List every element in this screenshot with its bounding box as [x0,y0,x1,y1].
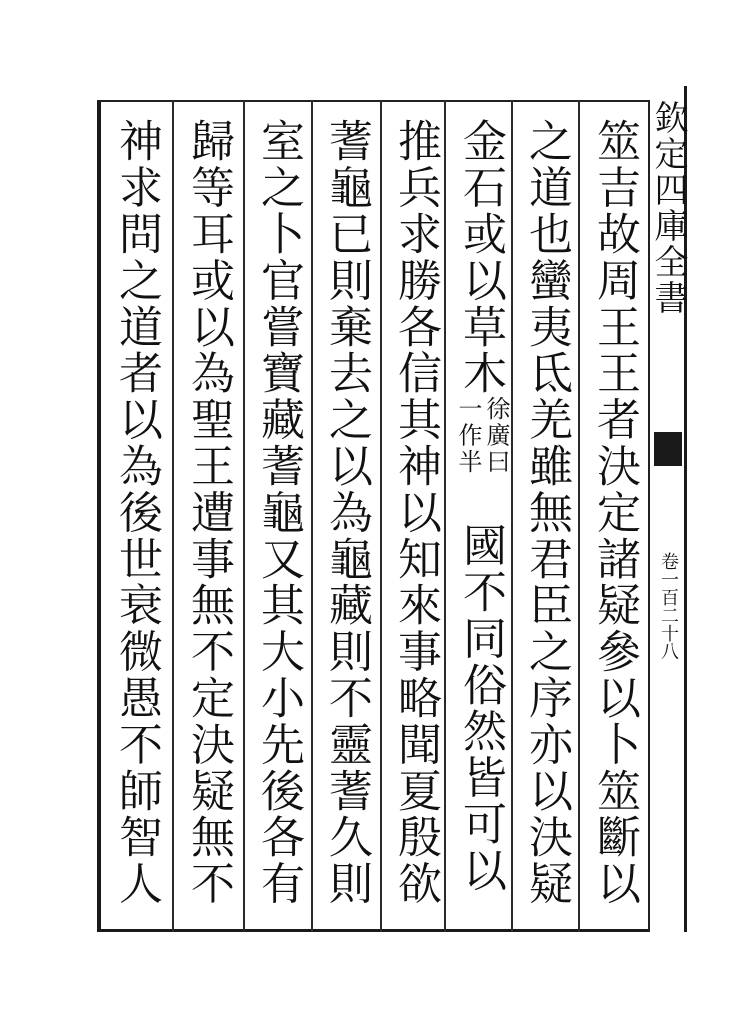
text-column-5: 蓍龜已則棄去之以為龜藏則不靈蓍久則 [321,118,372,907]
text-column-2: 之道也蠻夷氐羌雖無君臣之序亦以決疑 [521,118,572,907]
column-rule [172,100,174,932]
column-rule [578,100,580,932]
text-column-7: 歸等耳或以為聖王遭事無不定決疑無不 [183,118,234,907]
text-column-1: 筮吉故周王王者決定諸疑參以卜筮斷以 [589,118,640,907]
column-3-text-after: 國不同俗然皆可以 [455,522,506,894]
note-left: 一作半 [454,396,482,476]
note-right: 徐廣曰 [482,396,510,476]
interlinear-note [450,396,510,522]
text-column-8: 神求問之道者以為後世衰微愚不師智人 [111,118,162,907]
book-title: 欽定四庫全書 [648,100,688,316]
column-rule [311,100,313,932]
text-column-6: 室之卜官嘗寶藏蓍龜又其大小先後各有 [253,118,304,907]
volume-number: 卷一百二十八 [658,552,679,660]
column-rule [380,100,382,932]
column-3-text-before: 金石或以草木 [455,118,506,397]
margin-column [648,100,686,932]
text-column-3 [450,118,510,924]
column-rule [243,100,245,932]
fish-tail-mark [654,432,682,466]
text-column-4: 推兵求勝各信其神以知來事略聞夏殷欲 [390,118,441,907]
column-rule [511,100,513,932]
